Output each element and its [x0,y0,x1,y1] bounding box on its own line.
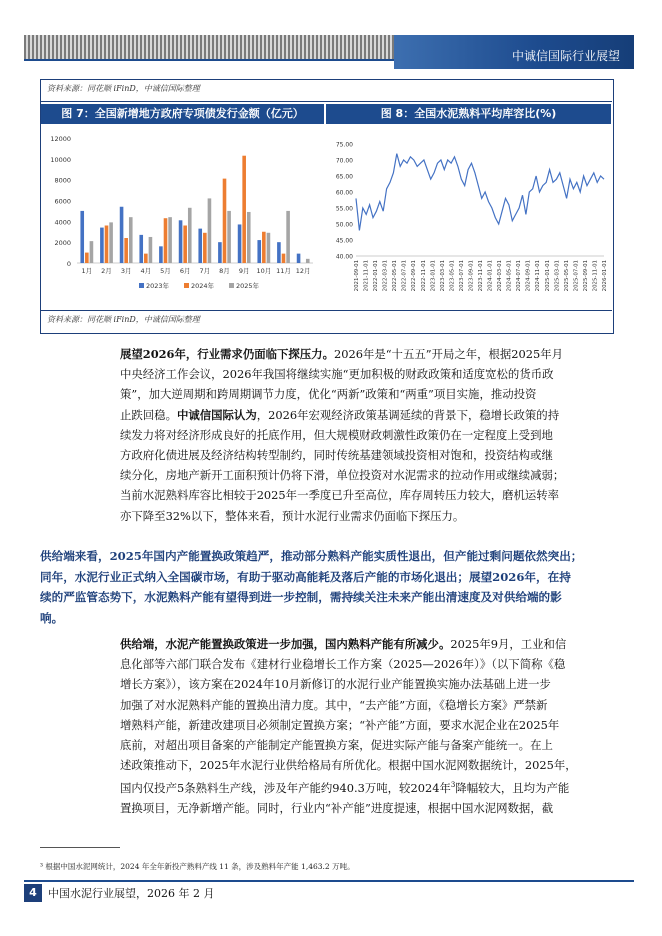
x-tick-label: 4月 [140,267,152,275]
figure-bottom-divider [41,310,612,311]
legend-label: 2024年 [191,282,215,290]
bar-2025年 [286,211,290,263]
p1-line: 当前水泥熟料库容比相较于2025年一季度已升至高位，库存周转压力较大，磨机运转率 [120,488,560,503]
y-tick-label: 55.00 [335,205,353,213]
source-note-top: 资料来源：同花顺 iFinD，中诚信国际整理 [47,84,200,93]
x-tick-label: 2021-09-01 [354,260,360,292]
y-tick-label: 0 [66,260,71,268]
p1-line: 续发力将对经济形成良好的托底作用，但大规模财政刺激性政策仍在一定程度上受到地 [120,427,553,442]
y-tick-label: 6000 [54,197,71,206]
bar-2023年 [198,229,202,263]
bar-2025年 [247,212,251,263]
y-tick-label: 50.00 [335,221,353,229]
bar-2023年 [238,224,242,263]
paragraph-demand [120,344,592,526]
x-tick-label: 2025-01-01 [544,260,551,292]
x-tick-label: 7月 [199,267,211,275]
x-tick-label: 8月 [219,267,230,275]
bar-2024年 [85,253,89,263]
bar-2025年 [149,237,153,263]
header-stripes [24,35,394,59]
x-tick-label: 2024-09-01 [525,260,532,292]
bar-2024年 [262,232,266,263]
x-tick-label: 2022-03-01 [382,260,389,292]
bar-2024年 [105,226,109,264]
x-tick-label: 2022-07-01 [401,260,408,292]
bar-2024年 [144,254,148,263]
bar-2023年 [277,242,281,263]
bar-2024年 [203,233,207,263]
header-banner [394,35,634,69]
bar-2023年 [100,228,104,263]
p1-line: 亦下降至32%以下，整体来看，预计水泥行业需求仍面临下探压力。 [120,508,465,523]
figure-divider [41,101,612,102]
legend-swatch [184,283,189,288]
bar-2023年 [297,254,301,263]
fig7-bar-chart [41,126,324,296]
hl-line: 同年，水泥行业正式纳入全国碳市场，有助于驱动高能耗及落后产能的市场化退出；展望2026年，在持 [40,569,571,584]
p2-line: 降幅较大，且均为产能 [455,781,570,796]
hl-line: 供给端来看，2025年国内产能置换政策趋严，推动部分熟料产能实质性退出，但产能过剩问题依然突出； [40,549,583,563]
x-tick-label: 2021-11-01 [363,260,370,292]
y-tick-label: 2000 [54,239,71,248]
paragraph-supply [120,634,592,819]
y-tick-label: 45.00 [335,237,353,245]
bar-2023年 [139,235,143,263]
x-tick-label: 2025-03-01 [554,260,561,292]
x-tick-label: 2024-03-01 [497,260,504,292]
y-tick-label: 60.00 [335,189,353,197]
bar-2025年 [129,217,133,263]
footnote-ref[interactable]: 3 [450,781,456,790]
x-tick-label: 2023-03-01 [439,260,446,292]
x-tick-label: 9月 [238,267,250,275]
x-tick-label: 2024-07-01 [516,260,523,292]
y-tick-label: 8000 [54,176,71,185]
fig8-line-chart [326,126,611,296]
y-tick-label: 10000 [50,155,71,164]
bar-2023年 [120,207,124,263]
legend-swatch [139,283,144,288]
p1-line: 止跌回稳。 [120,407,177,422]
footer-rule [24,880,634,882]
x-tick-label: 2023-09-01 [468,260,475,292]
hl-line: 续的严监管态势下，水泥熟料产能有望得到进一步控制，需持续关注未来产能出清速度及对供给端的影 [40,590,562,604]
p2-line: 国内仅投产5条熟料生产线，涉及年产能约940.3万吨，较2024年 [120,781,451,796]
page-header [24,35,634,69]
footer-text: 中国水泥行业展望，2026 年 2 月 [48,887,215,900]
bar-2025年 [90,241,94,263]
bar-2024年 [242,156,246,263]
footnote-rule [40,847,120,848]
fig7-title: 图 7：全国新增地方政府专项债发行金额（亿元） [61,107,304,120]
fig8-title-bar [326,104,611,124]
bar-2025年 [109,222,113,263]
x-tick-label: 11月 [276,267,291,275]
p2-lead: 供给端，水泥产能置换政策进一步加强，国内熟料产能有所减少。 [120,637,451,651]
source-note-bottom: 资料来源：同花顺 iFinD，中诚信国际整理 [47,315,200,324]
bar-2024年 [164,218,168,263]
bar-2025年 [227,211,231,263]
legend-swatch [229,283,234,288]
p2-line: 底前，对超出项目备案的产能制定产能置换方案，促进实际产能与备案产能统一。在上 [120,738,553,753]
p1-line: 续分化，房地产新开工面积预计仍将下滑，单位投资对水泥需求的拉动作用或继续减弱； [120,468,565,483]
y-tick-label: 40.00 [335,253,353,261]
series-line [356,154,604,231]
bar-2023年 [179,220,183,263]
x-tick-label: 2024-01-01 [487,260,494,292]
page-number: 4 [24,884,42,902]
x-tick-label: 1月 [81,267,93,275]
p2-line: 置换项目，无净新增产能。同时，行业内“补产能”进度提速，根据中国水泥网数据，截 [120,801,554,816]
x-tick-label: 12月 [295,267,311,275]
p1-line: 策”，加大逆周期和跨周期调节力度，优化“两新”政策和“两重”项目实施，推动投资 [120,387,537,402]
x-tick-label: 2月 [101,267,112,275]
p1-lead: 展望2026年，行业需求仍面临下探压力。 [120,347,334,361]
bar-2023年 [80,211,84,263]
fig7-title-bar [41,104,324,124]
y-tick-label: 12000 [50,135,71,143]
x-tick-label: 2026-01-01 [602,260,608,292]
x-tick-label: 10月 [256,267,272,275]
x-tick-label: 2022-05-01 [392,260,399,292]
bar-2024年 [282,254,286,263]
x-tick-label: 2024-11-01 [535,260,542,292]
bar-2024年 [124,238,128,263]
header-title: 中诚信国际行业展望 [511,49,620,63]
bar-2025年 [306,259,310,263]
legend-label: 2025年 [236,282,260,290]
x-tick-label: 2022-01-01 [373,260,380,292]
p2-line: 增长方案》），该方案在2024年10月新修订的水泥行业产能置换实施办法基础上进一步 [120,677,551,692]
x-tick-label: 2023-11-01 [478,260,484,292]
p1-line: 中央经济工作会议，2026年我国将继续实施“更加积极的财政政策和适度宽松的货币政 [120,367,554,382]
p1-emph: 中诚信国际认为 [176,407,257,422]
x-tick-label: 2025-07-01 [573,260,580,292]
bar-2025年 [208,198,212,263]
hl-line: 响。 [40,610,64,625]
x-tick-label: 2025-11-01 [592,260,599,292]
bar-2025年 [188,208,192,263]
x-tick-label: 2023-01-01 [430,260,437,292]
x-tick-label: 2025-05-01 [563,260,570,292]
y-tick-label: 70.00 [335,157,353,165]
x-tick-label: 2025-09-01 [582,260,589,292]
x-tick-label: 2023-05-01 [449,260,456,292]
p2-line: 2025年9月，工业和信 [450,637,567,651]
x-tick-label: 5月 [160,267,171,275]
bar-2024年 [223,179,227,263]
x-tick-label: 6月 [179,267,191,275]
p2-line: 息化部等六部门联合发布《建材行业稳增长工作方案（2025—2026年）》（以下简称《稳 [120,657,566,672]
x-tick-label: 3月 [120,267,132,275]
highlight-summary [40,546,592,628]
header-rule [24,59,394,61]
p2-line: 增熟料产能，新建改建项目必须制定置换方案；“补产能”方面，要求水泥企业在2025年 [120,717,560,732]
p1-line: ，2026年宏观经济政策基调延续的背景下，稳增长政策的持 [256,407,560,422]
y-tick-label: 4000 [54,218,71,227]
p2-line: 述政策推动下，2025年水泥行业供给格局有所优化。根据中国水泥网数据统计，2025年， [120,758,577,773]
x-tick-label: 2023-07-01 [458,260,465,292]
bar-2025年 [267,233,271,263]
y-tick-label: 75.00 [335,141,353,149]
x-tick-label: 2022-11-01 [420,260,427,292]
footnote: ³ 根据中国水泥网统计，2024 年全年新投产熟料产线 11 条，涉及熟料年产能 1,463.2 万吨。 [40,862,355,871]
bar-2023年 [218,242,222,263]
p1-line: 方政府化债进展及经济结构转型制约，同时传统基建领域投资相对饱和，投资结构或继 [120,448,553,463]
x-tick-label: 2024-05-01 [506,260,513,292]
x-tick-label: 2022-09-01 [411,260,418,292]
bar-2023年 [159,246,163,263]
legend-label: 2023年 [146,282,170,290]
p2-line: 加强了对水泥熟料产能的置换出清力度。其中，“去产能”方面，《稳增长方案》严禁新 [120,697,548,712]
y-tick-label: 65.00 [335,173,353,181]
p1-line: 2026年是“十五五”开局之年，根据2025年月 [333,347,564,361]
bar-2024年 [183,226,187,264]
fig8-title: 图 8：全国水泥熟料平均库容比(%) [380,107,557,120]
bar-2023年 [257,240,261,263]
bar-2025年 [168,217,172,263]
